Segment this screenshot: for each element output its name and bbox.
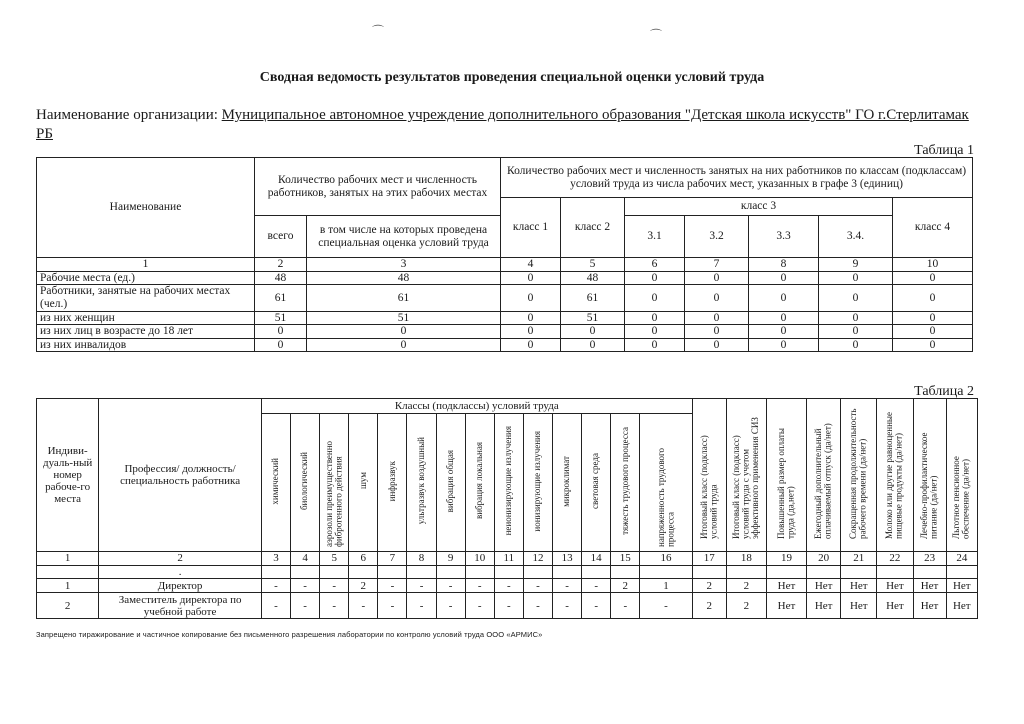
t2-empty-cell (523, 566, 552, 579)
t1-header-sub32: 3.2 (685, 216, 749, 258)
t2-col-number: 8 (407, 552, 436, 566)
t2-cell: Нет (877, 579, 913, 593)
t1-cell: 51 (561, 311, 625, 325)
t1-cell: 0 (749, 271, 819, 285)
t2-header-factor (640, 414, 692, 552)
t1-cell: 0 (893, 285, 973, 311)
t2-header-factor-label: шум (357, 472, 368, 490)
t2-col-number: 3 (261, 552, 290, 566)
t2-header-factor-label: ионизирующие излучения (532, 430, 543, 532)
t2-col-number: 19 (766, 552, 806, 566)
t1-col-number: 8 (749, 258, 819, 272)
organization-name: Муниципальное автономное учреждение дополнительного образования "Детская школа искусств" ГО г.Стерлитамак РБ (36, 107, 969, 142)
t1-header-name: Наименование (37, 158, 255, 258)
t1-row-label: из них лиц в возрасте до 18 лет (37, 325, 255, 339)
t1-cell: 0 (893, 311, 973, 325)
t2-header-outcome (726, 399, 766, 552)
t2-cell: 2 (726, 593, 766, 619)
t2-empty-cell (946, 566, 977, 579)
t2-header-factor-label: вибрация общая (444, 449, 455, 513)
t1-row (37, 311, 973, 325)
t2-header-outcome (692, 399, 726, 552)
t2-cell: Нет (766, 579, 806, 593)
t1-body (37, 271, 973, 352)
t2-row-profession: Заместитель директора по учебной работе (99, 593, 262, 619)
t1-cell: 0 (893, 271, 973, 285)
t2-cell: - (378, 579, 407, 593)
table1-caption: Таблица 1 (914, 143, 974, 158)
organization-label: Наименование организации: (36, 107, 218, 123)
t2-cell: Нет (946, 579, 977, 593)
t1-cell: 0 (501, 311, 561, 325)
t2-empty-cell (37, 566, 99, 579)
t2-header-factor (582, 414, 611, 552)
t1-cell: 48 (561, 271, 625, 285)
t2-cell: Нет (807, 593, 841, 619)
summary-table (36, 157, 973, 352)
t2-cell: - (494, 579, 523, 593)
t2-header-factor-label: химический (270, 457, 281, 505)
t2-col-number: 5 (320, 552, 349, 566)
t1-header-classes: Количество рабочих мест и численность занятых на них работников по классам (подклассам) условий труда из числа рабочих мест, указанных в графе 3 (единиц) (501, 158, 973, 198)
t1-header-total: всего (255, 216, 307, 258)
t2-cell: - (261, 593, 290, 619)
t2-col-number: 4 (291, 552, 320, 566)
t2-header-factor (291, 414, 320, 552)
t1-cell: 0 (625, 271, 685, 285)
t2-header-outcome-label: Льготное пенсионное обеспечение (да/нет) (951, 456, 971, 540)
t2-cell: Нет (841, 593, 877, 619)
t2-header-outcome-label: Сокращенная продолжительность рабочего времени (да/нет) (848, 409, 868, 540)
t2-empty-cell (407, 566, 436, 579)
t2-empty-cell (349, 566, 378, 579)
t2-header-factor (465, 414, 494, 552)
t2-header-factor (611, 414, 640, 552)
t2-col-number: 11 (494, 552, 523, 566)
t2-cell: 2 (611, 579, 640, 593)
t1-header-assessed: в том числе на которых проведена специальная оценка условий труда (307, 216, 501, 258)
t1-cell: 0 (819, 311, 893, 325)
t2-header-factor-label: световая среда (590, 452, 601, 509)
t2-header-factor-label: ультразвук воздушный (415, 437, 426, 525)
t2-cell: - (465, 593, 494, 619)
t2-col-number: 24 (946, 552, 977, 566)
t2-empty-cell (726, 566, 766, 579)
scan-mark: ⌒ (650, 28, 663, 42)
t2-cell: 2 (692, 593, 726, 619)
t2-row-id: 1 (37, 579, 99, 593)
t2-header-outcome (807, 399, 841, 552)
t1-cell: 0 (501, 271, 561, 285)
t2-cell: - (611, 593, 640, 619)
t1-col-number: 4 (501, 258, 561, 272)
t2-header-outcome (877, 399, 913, 552)
t1-cell: 0 (685, 285, 749, 311)
t2-cell: Нет (807, 579, 841, 593)
t1-cell: 0 (625, 285, 685, 311)
t1-cell: 48 (255, 271, 307, 285)
t2-col-number: 2 (99, 552, 262, 566)
t2-empty-cell (640, 566, 692, 579)
t2-header-factor (494, 414, 523, 552)
t2-col-number: 22 (877, 552, 913, 566)
t1-header-workplaces: Количество рабочих мест и численность работников, занятых на этих рабочих местах (255, 158, 501, 216)
t2-cell: - (378, 593, 407, 619)
t1-cell: 51 (255, 311, 307, 325)
t1-cell: 0 (685, 311, 749, 325)
t1-col-number: 1 (37, 258, 255, 272)
t2-empty-cell (692, 566, 726, 579)
t1-cell: 0 (685, 325, 749, 339)
t2-header-outcome-label: Лечебно-профилактическое питание (да/нет) (919, 433, 939, 540)
t2-cell: - (291, 593, 320, 619)
t1-row (37, 325, 973, 339)
t2-body (37, 552, 978, 619)
document-title: Сводная ведомость результатов проведения специальной оценки условий труда (259, 70, 765, 85)
t2-cell: 2 (726, 579, 766, 593)
t1-cell: 0 (749, 325, 819, 339)
t2-cell: 1 (640, 579, 692, 593)
t2-empty-cell (841, 566, 877, 579)
t1-cell: 0 (561, 325, 625, 339)
t2-cell: Нет (841, 579, 877, 593)
t1-header-sub31: 3.1 (625, 216, 685, 258)
t1-cell: 0 (685, 271, 749, 285)
t2-header-outcome (766, 399, 806, 552)
t1-cell: 0 (625, 325, 685, 339)
t1-cell: 0 (819, 285, 893, 311)
t1-col-number: 6 (625, 258, 685, 272)
t1-col-number: 7 (685, 258, 749, 272)
t1-cell: 61 (307, 285, 501, 311)
t2-header-outcome-label: Ежегодный дополнительный оплачиваемый отпуск (да/нет) (813, 423, 833, 540)
t2-row-id: 2 (37, 593, 99, 619)
t2-cell: - (582, 579, 611, 593)
t1-cell: 0 (307, 338, 501, 352)
t2-header-outcome-label: Итоговый класс (подкласс) условий труда с учетом эффективного применения СИЗ (731, 417, 761, 540)
t2-cell: - (349, 593, 378, 619)
t1-row (37, 271, 973, 285)
t2-cell: Нет (946, 593, 977, 619)
t2-header-factor (349, 414, 378, 552)
t1-row-label: из них женщин (37, 311, 255, 325)
t2-col-number: 23 (913, 552, 946, 566)
t2-row-profession: Директор (99, 579, 262, 593)
t2-header-id: Индиви-дуаль-ный номер рабоче-го места (37, 399, 99, 552)
t1-col-number: 5 (561, 258, 625, 272)
t2-col-number: 10 (465, 552, 494, 566)
t1-col-number: 9 (819, 258, 893, 272)
t2-cell: - (582, 593, 611, 619)
t2-col-number: 1 (37, 552, 99, 566)
t2-cell: - (494, 593, 523, 619)
t2-header-classes-group: Классы (подклассы) условий труда (261, 399, 692, 414)
t1-header-class3: класс 3 (625, 198, 893, 216)
t2-cell: Нет (877, 593, 913, 619)
t1-cell: 61 (255, 285, 307, 311)
t2-separator-row (37, 566, 978, 579)
t2-col-number: 6 (349, 552, 378, 566)
t2-col-number: 7 (378, 552, 407, 566)
t2-header-profession: Профессия/ должность/ специальность работника (99, 399, 262, 552)
t2-empty-cell (291, 566, 320, 579)
t2-col-number: 20 (807, 552, 841, 566)
t2-col-number: 21 (841, 552, 877, 566)
t2-number-row (37, 552, 978, 566)
t2-header-factor-label: микроклимат (561, 455, 572, 507)
scan-mark: ⌒ (372, 24, 385, 38)
t2-cell: - (436, 579, 465, 593)
t2-empty-cell (261, 566, 290, 579)
t2-header-factor (320, 414, 349, 552)
t2-cell: - (261, 579, 290, 593)
t2-empty-cell (766, 566, 806, 579)
t1-header-sub34: 3.4. (819, 216, 893, 258)
table2-caption: Таблица 2 (914, 384, 974, 399)
t1-row-label: Рабочие места (ед.) (37, 271, 255, 285)
t2-col-number: 14 (582, 552, 611, 566)
t1-row (37, 285, 973, 311)
t2-cell: Нет (766, 593, 806, 619)
t2-cell: - (407, 593, 436, 619)
t2-empty-cell (913, 566, 946, 579)
t2-header-factor (523, 414, 552, 552)
t2-cell: - (436, 593, 465, 619)
t2-header-outcome (841, 399, 877, 552)
t1-cell: 48 (307, 271, 501, 285)
t2-header-outcome-label: Повышенный размер оплаты труда (да,нет) (776, 428, 796, 540)
t2-header-factor (261, 414, 290, 552)
t2-row (37, 579, 978, 593)
t1-cell: 0 (685, 338, 749, 352)
t2-empty-cell (611, 566, 640, 579)
t1-cell: 0 (625, 338, 685, 352)
t2-col-number: 15 (611, 552, 640, 566)
t1-cell: 0 (819, 271, 893, 285)
t2-empty-cell (877, 566, 913, 579)
t1-header-class2: класс 2 (561, 198, 625, 258)
t2-cell: - (320, 579, 349, 593)
t2-cell: 2 (349, 579, 378, 593)
t1-cell: 0 (501, 338, 561, 352)
t2-cell: - (523, 579, 552, 593)
t2-header-factor (407, 414, 436, 552)
t2-header-factor-label: биологический (299, 451, 310, 510)
t1-cell: 0 (749, 285, 819, 311)
t1-cell: 0 (749, 311, 819, 325)
t1-row-label: Работники, занятые на рабочих местах (чел.) (37, 285, 255, 311)
t2-header-outcome-label: Итоговый класс (подкласс) условий труда (698, 435, 719, 540)
t1-cell: 51 (307, 311, 501, 325)
t2-cell: - (465, 579, 494, 593)
t2-col-number: 18 (726, 552, 766, 566)
t1-col-number: 10 (893, 258, 973, 272)
t2-cell: Нет (913, 579, 946, 593)
t2-header-factor-label: аэрозоли преимущественно фиброгенного действия (323, 440, 344, 547)
t2-empty-cell (494, 566, 523, 579)
t1-row (37, 338, 973, 352)
t1-cell: 0 (255, 325, 307, 339)
t1-cell: 0 (501, 325, 561, 339)
t2-header-outcome (946, 399, 977, 552)
t1-cell: 0 (625, 311, 685, 325)
t2-col-number: 17 (692, 552, 726, 566)
t1-cell: 0 (893, 338, 973, 352)
t2-header-factor-label: тяжесть трудового процесса (619, 427, 630, 535)
t1-cell: 0 (255, 338, 307, 352)
t2-cell: - (553, 579, 582, 593)
t2-col-number: 16 (640, 552, 692, 566)
t1-col-number: 2 (255, 258, 307, 272)
t2-col-number: 12 (523, 552, 552, 566)
t2-empty-cell (320, 566, 349, 579)
t1-cell: 0 (307, 325, 501, 339)
t2-cell: - (553, 593, 582, 619)
t2-header-outcome-label: Молоко или другие равноценные пищевые продукты (да/нет) (884, 412, 904, 540)
t2-cell: - (320, 593, 349, 619)
t2-cell: - (523, 593, 552, 619)
t1-cell: 0 (819, 325, 893, 339)
t2-empty-cell (465, 566, 494, 579)
organization-line (36, 106, 986, 144)
t1-row-label: из них инвалидов (37, 338, 255, 352)
t2-separator-mark: . (99, 566, 262, 579)
t2-header-factor (436, 414, 465, 552)
t2-cell: 2 (692, 579, 726, 593)
t2-header-outcome (913, 399, 946, 552)
t1-header-sub33: 3.3 (749, 216, 819, 258)
t2-col-number: 13 (553, 552, 582, 566)
footnote: Запрещено тиражирование и частичное копирование без письменного разрешения лаборатории по контролю условий труда ООО «АРМИС» (36, 630, 543, 639)
t2-empty-cell (807, 566, 841, 579)
t1-cell: 0 (501, 285, 561, 311)
t2-cell: - (640, 593, 692, 619)
t2-empty-cell (436, 566, 465, 579)
t2-header-factor-label: инфразвук (386, 460, 397, 502)
t2-cell: - (407, 579, 436, 593)
t2-empty-cell (582, 566, 611, 579)
t1-header-class1: класс 1 (501, 198, 561, 258)
t2-empty-cell (553, 566, 582, 579)
t1-col-number: 3 (307, 258, 501, 272)
t1-cell: 0 (893, 325, 973, 339)
t2-header-factor (553, 414, 582, 552)
t1-cell: 61 (561, 285, 625, 311)
t2-header-factor-label: вибрация локальная (474, 442, 485, 520)
t2-header-factor-label: неионизирующие излучения (503, 426, 514, 536)
t2-row (37, 593, 978, 619)
t2-empty-cell (378, 566, 407, 579)
workplace-table (36, 398, 978, 619)
t1-header-class4: класс 4 (893, 198, 973, 258)
t1-cell: 0 (561, 338, 625, 352)
t2-cell: Нет (913, 593, 946, 619)
t2-header-factor (378, 414, 407, 552)
t2-col-number: 9 (436, 552, 465, 566)
t1-cell: 0 (749, 338, 819, 352)
t2-header-factor-label: напряженность трудового процесса (655, 447, 675, 547)
t2-cell: - (291, 579, 320, 593)
t1-cell: 0 (819, 338, 893, 352)
